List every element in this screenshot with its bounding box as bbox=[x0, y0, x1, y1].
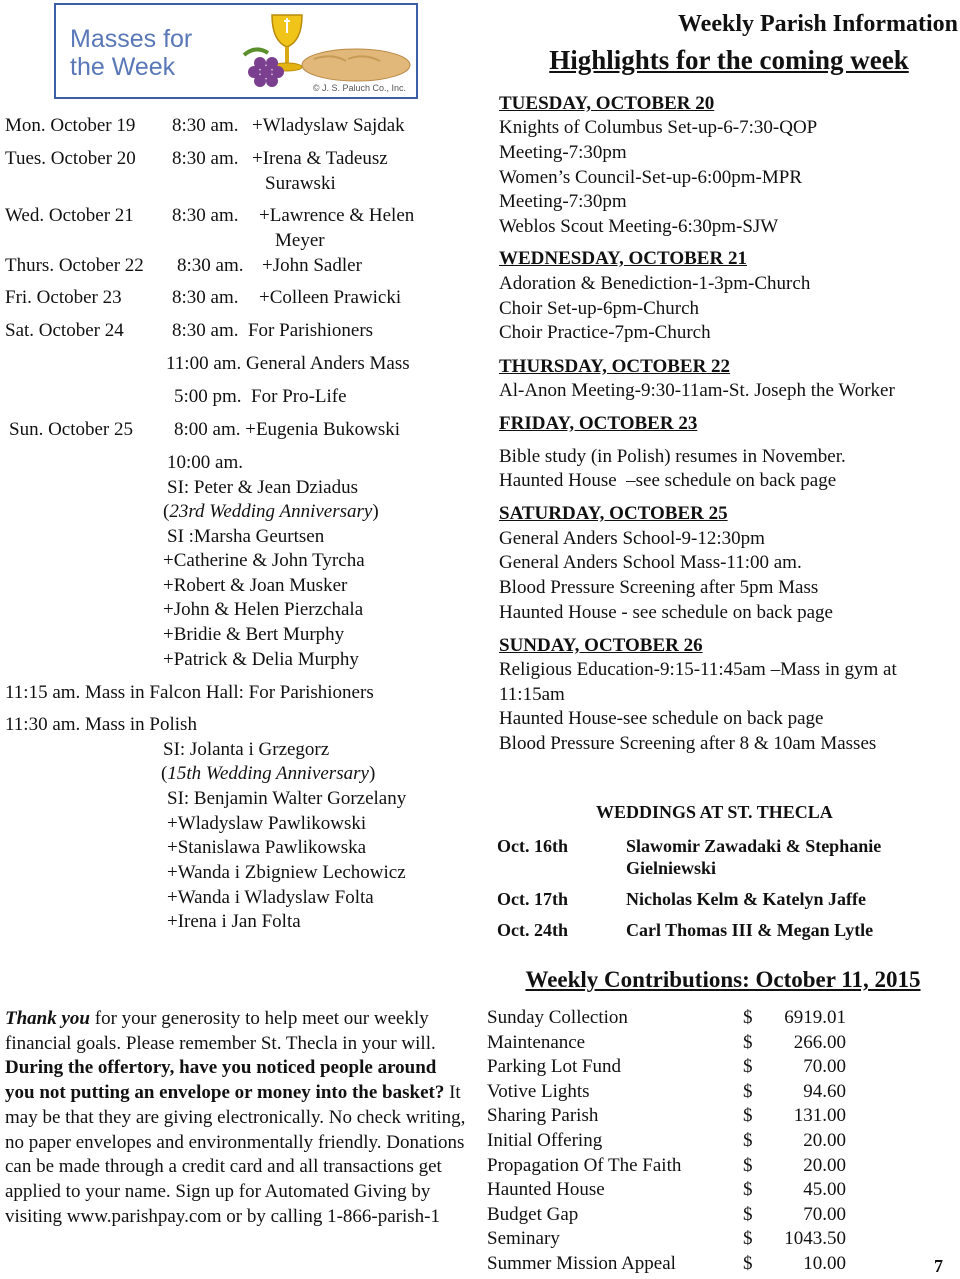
mass-time: 8:30 am. bbox=[172, 148, 239, 169]
wedding-couple: Gielniewski bbox=[626, 858, 717, 878]
highlight-line: Choir Practice-7pm-Church bbox=[499, 322, 711, 343]
mass-entry: 8:30 am. For Parishioners bbox=[172, 320, 374, 341]
highlight-line: Choir Set-up-6pm-Church bbox=[499, 298, 700, 319]
thank-you-lead: Thank you bbox=[5, 1008, 90, 1029]
mass-intention: +Lawrence & Helen bbox=[259, 205, 415, 226]
mass-intention: +Wanda i Zbigniew Lechowicz bbox=[167, 862, 406, 883]
mass-intention: +Stanislawa Pawlikowska bbox=[167, 837, 367, 858]
mass-intention: Meyer bbox=[275, 230, 325, 251]
contribution-currency: $ bbox=[743, 1080, 753, 1102]
mass-intention: +Irena & Tadeusz bbox=[252, 148, 388, 169]
contribution-amount: 131.00 bbox=[793, 1105, 846, 1127]
mass-intention: SI: Benjamin Walter Gorzelany bbox=[167, 788, 407, 809]
page-title: Weekly Parish Information bbox=[678, 11, 958, 37]
highlight-day-title: SUNDAY, OCTOBER 26 bbox=[499, 635, 703, 656]
contribution-amount: 70.00 bbox=[803, 1203, 846, 1225]
weddings-title: WEDDINGS AT ST. THECLA bbox=[596, 802, 833, 822]
contribution-amount: 94.60 bbox=[803, 1080, 846, 1102]
logo-title: Masses for the Week bbox=[70, 25, 193, 81]
logo-copyright: © J. S. Paluch Co., Inc. bbox=[312, 83, 406, 93]
highlight-line: Women’s Council-Set-up-6:00pm-MPR bbox=[499, 167, 802, 188]
highlight-line: Adoration & Benediction-1-3pm-Church bbox=[499, 273, 811, 294]
mass-day-sun: Sun. October 25 bbox=[9, 419, 134, 440]
contribution-amount: 6919.01 bbox=[784, 1007, 846, 1028]
highlight-day-title: WEDNESDAY, OCTOBER 21 bbox=[499, 248, 747, 269]
mass-intention: +Robert & Joan Musker bbox=[163, 575, 348, 596]
highlight-line: Al-Anon Meeting-9:30-11am-St. Joseph the Worker bbox=[499, 380, 895, 401]
mass-intention: +Catherine & John Tyrcha bbox=[163, 550, 365, 571]
contributions-title: Weekly Contributions: October 11, 2015 bbox=[525, 967, 921, 992]
mass-entry: 10:00 am. bbox=[167, 452, 243, 473]
highlight-day-title: SATURDAY, OCTOBER 25 bbox=[499, 503, 728, 524]
page-number: 7 bbox=[934, 1256, 943, 1276]
contribution-amount: 266.00 bbox=[793, 1031, 846, 1053]
wedding-couple: Nicholas Kelm & Katelyn Jaffe bbox=[626, 889, 866, 909]
contribution-currency: $ bbox=[743, 1056, 753, 1078]
mass-time: 8:30 am. bbox=[172, 115, 239, 136]
mass-day-fri: Fri. October 23 bbox=[5, 287, 122, 308]
mass-intention: +Wladyslaw Sajdak bbox=[252, 115, 405, 136]
highlight-day-title: TUESDAY, OCTOBER 20 bbox=[499, 93, 715, 114]
mass-intention: +Bridie & Bert Murphy bbox=[163, 624, 345, 645]
contribution-currency: $ bbox=[743, 1105, 753, 1127]
contribution-label: Initial Offering bbox=[487, 1130, 603, 1151]
contribution-label: Budget Gap bbox=[487, 1203, 579, 1225]
mass-intention: +Irena i Jan Folta bbox=[167, 911, 301, 932]
contribution-amount: 10.00 bbox=[803, 1253, 846, 1274]
highlight-line: Haunted House - see schedule on back page bbox=[499, 602, 833, 623]
wedding-date: Oct. 16th bbox=[497, 836, 568, 856]
contribution-label: Seminary bbox=[487, 1228, 560, 1250]
highlight-line: General Anders School-9-12:30pm bbox=[499, 528, 765, 549]
highlight-line: General Anders School Mass-11:00 am. bbox=[499, 552, 802, 573]
mass-intention: +John Sadler bbox=[262, 255, 362, 276]
mass-day-thu: Thurs. October 22 bbox=[5, 255, 144, 276]
highlight-day-title: FRIDAY, OCTOBER 23 bbox=[499, 413, 698, 434]
contribution-currency: $ bbox=[743, 1130, 753, 1151]
highlight-line: Knights of Columbus Set-up-6-7:30-QOP bbox=[499, 117, 818, 138]
mass-day-tue: Tues. October 20 bbox=[5, 148, 136, 169]
contribution-label: Votive Lights bbox=[487, 1080, 590, 1102]
contribution-currency: $ bbox=[743, 1154, 753, 1176]
mass-anniversary: (23rd Wedding Anniversary) bbox=[163, 501, 379, 522]
contribution-currency: $ bbox=[743, 1253, 753, 1274]
contribution-currency: $ bbox=[743, 1203, 753, 1225]
contribution-label: Parking Lot Fund bbox=[487, 1056, 622, 1078]
highlight-line: Bible study (in Polish) resumes in November. bbox=[499, 446, 846, 467]
contribution-amount: 20.00 bbox=[803, 1154, 846, 1176]
wedding-couple: Slawomir Zawadaki & Stephanie bbox=[626, 836, 882, 856]
mass-intention: SI: Peter & Jean Dziadus bbox=[167, 477, 359, 498]
mass-time: 8:30 am. bbox=[172, 287, 239, 308]
highlight-line: Meeting-7:30pm bbox=[499, 142, 627, 163]
highlight-line: 11:15am bbox=[499, 684, 565, 705]
contribution-label: Sharing Parish bbox=[487, 1105, 599, 1127]
page-subtitle: Highlights for the coming week bbox=[549, 45, 909, 75]
thank-you-paragraph bbox=[5, 1007, 467, 1229]
contribution-label: Haunted House bbox=[487, 1179, 605, 1201]
mass-day-wed: Wed. October 21 bbox=[5, 205, 134, 226]
thank-you-text: for your generosity to help meet our weekly financial goals. Please remember St. Thecla in your will. bbox=[5, 1008, 436, 1054]
mass-time: 8:30 am. bbox=[177, 255, 244, 276]
highlight-line: Haunted House –see schedule on back page bbox=[499, 470, 837, 491]
contribution-currency: $ bbox=[743, 1179, 753, 1201]
contribution-currency: $ bbox=[743, 1007, 753, 1028]
contribution-label: Maintenance bbox=[487, 1031, 586, 1053]
bread-and-wine-icon bbox=[236, 9, 412, 89]
wedding-couple: Carl Thomas III & Megan Lytle bbox=[626, 920, 874, 940]
offertory-question: During the offertory, have you noticed people around you not putting an envelope or money into the basket? bbox=[5, 1057, 445, 1104]
highlight-day-title: THURSDAY, OCTOBER 22 bbox=[499, 356, 731, 377]
mass-intention: SI :Marsha Geurtsen bbox=[167, 526, 325, 547]
mass-intention: +Colleen Prawicki bbox=[259, 287, 402, 308]
highlight-line: Haunted House-see schedule on back page bbox=[499, 708, 824, 729]
mass-day-sat: Sat. October 24 bbox=[5, 320, 124, 341]
mass-intention: +Patrick & Delia Murphy bbox=[163, 649, 359, 670]
highlight-line: Meeting-7:30pm bbox=[499, 191, 627, 212]
contribution-currency: $ bbox=[743, 1031, 753, 1053]
mass-intention: +John & Helen Pierzchala bbox=[163, 599, 364, 620]
mass-intention: SI: Jolanta i Grzegorz bbox=[163, 739, 330, 760]
mass-intention: Surawski bbox=[265, 173, 336, 194]
mass-entry: 11:00 am. General Anders Mass bbox=[166, 353, 410, 374]
highlight-line: Religious Education-9:15-11:45am –Mass in gym at bbox=[499, 659, 897, 680]
contribution-amount: 1043.50 bbox=[784, 1228, 846, 1250]
contribution-amount: 45.00 bbox=[803, 1179, 846, 1201]
highlight-line: Blood Pressure Screening after 5pm Mass bbox=[499, 577, 819, 598]
mass-entry: 11:30 am. Mass in Polish bbox=[5, 714, 197, 735]
mass-entry: 11:15 am. Mass in Falcon Hall: For Parishioners bbox=[5, 682, 374, 703]
wedding-date: Oct. 24th bbox=[497, 920, 568, 940]
mass-time: 8:30 am. bbox=[172, 205, 239, 226]
contribution-label: Summer Mission Appeal bbox=[487, 1253, 676, 1274]
contribution-label: Sunday Collection bbox=[487, 1007, 628, 1028]
mass-entry: 5:00 pm. For Pro-Life bbox=[174, 386, 347, 407]
masses-for-the-week-logo bbox=[54, 3, 418, 99]
mass-intention: +Wanda i Wladyslaw Folta bbox=[167, 887, 374, 908]
highlight-line: Weblos Scout Meeting-6:30pm-SJW bbox=[499, 216, 779, 237]
mass-anniversary: (15th Wedding Anniversary) bbox=[161, 763, 376, 784]
contribution-label: Propagation Of The Faith bbox=[487, 1154, 682, 1176]
contribution-amount: 20.00 bbox=[803, 1130, 846, 1151]
contribution-currency: $ bbox=[743, 1228, 753, 1250]
highlight-line: Blood Pressure Screening after 8 & 10am Masses bbox=[499, 733, 877, 754]
mass-intention: +Wladyslaw Pawlikowski bbox=[167, 813, 367, 834]
automated-giving-text: It may be that they are giving electronically. No check writing, no paper envelopes and environmentally friendly. Donations can be made through a credit card and all transactions get applied to your name. Sign up for Automated Giving by visiting www.parishpay.com or by calling 1-866-parish-1 bbox=[5, 1082, 466, 1227]
wedding-date: Oct. 17th bbox=[497, 889, 568, 909]
contribution-amount: 70.00 bbox=[803, 1056, 846, 1078]
mass-entry: 8:00 am. +Eugenia Bukowski bbox=[174, 419, 401, 440]
mass-day-mon: Mon. October 19 bbox=[5, 115, 136, 136]
